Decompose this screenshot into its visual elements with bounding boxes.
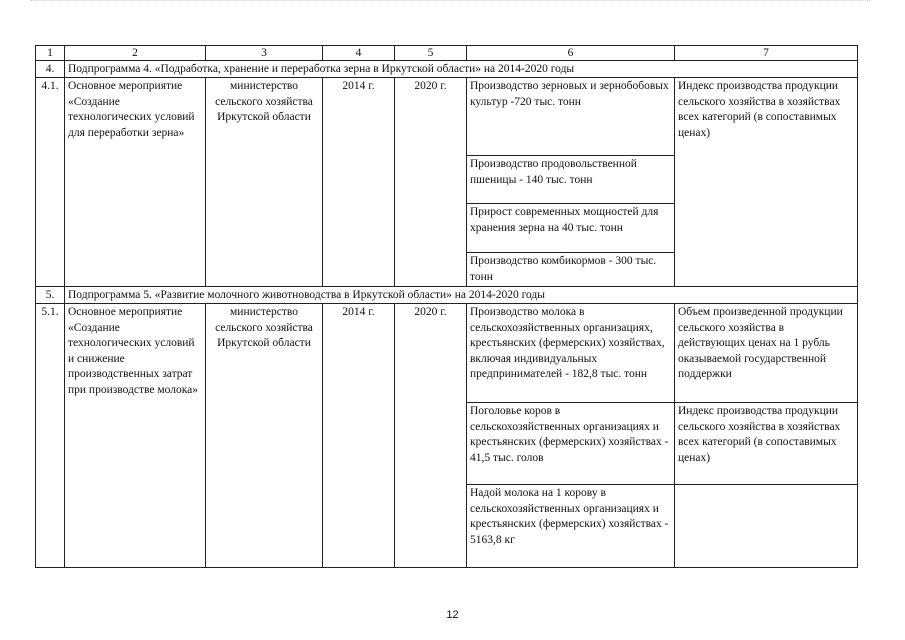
subprogram-title: Подпрограмма 5. «Развитие молочного животноводства в Иркутской области» на 2014-2020 годы	[65, 287, 858, 304]
header-cell: 2	[65, 46, 206, 61]
start-year-cell: 2014 г.	[323, 78, 395, 287]
result-cell: Надой молока на 1 корову в сельскохозяйственных организациях и крестьянских (фермерских) хозяйствах - 5163,8 кг	[467, 485, 675, 568]
subprogram-number: 4.	[36, 61, 65, 78]
subprogram-row	[36, 287, 858, 304]
header-row	[36, 46, 858, 61]
indicator-cell: Объем произведенной продукции сельского хозяйства в действующих ценах на 1 рубль оказываемой государственной поддержки	[675, 304, 858, 403]
indicator-cell	[675, 485, 858, 568]
header-cell: 1	[36, 46, 65, 61]
subprogram-number: 5.	[36, 287, 65, 304]
end-year-cell: 2020 г.	[395, 304, 467, 568]
start-year-cell: 2014 г.	[323, 304, 395, 568]
header-cell: 4	[323, 46, 395, 61]
page-number: 12	[446, 609, 459, 621]
subprogram-title: Подпрограмма 4. «Подработка, хранение и переработка зерна в Иркутской области» на 2014-2020 годы	[65, 61, 858, 78]
subprogram-row	[36, 61, 858, 78]
result-cell: Производство молока в сельскохозяйственных организациях, крестьянских (фермерских) хозяйствах, включая индивидуальных предпринимателей - 182,8 тыс. тонн	[467, 304, 675, 403]
result-cell: Прирост современных мощностей для хранения зерна на 40 тыс. тонн	[467, 204, 675, 253]
header-cell: 3	[206, 46, 323, 61]
result-cell: Производство продовольственной пшеницы - 140 тыс. тонн	[467, 156, 675, 204]
activity-cell: Основное мероприятие «Создание технологических условий для переработки зерна»	[65, 78, 206, 287]
end-year-cell: 2020 г.	[395, 78, 467, 287]
executor-cell: министерство сельского хозяйства Иркутской области	[206, 78, 323, 287]
row-number: 5.1.	[36, 304, 65, 568]
indicator-cell: Индекс производства продукции сельского хозяйства в хозяйствах всех категорий (в сопоставимых ценах)	[675, 78, 858, 287]
activity-cell: Основное мероприятие «Создание технологических условий и снижение производственных затрат при производстве молока»	[65, 304, 206, 568]
indicator-cell: Индекс производства продукции сельского хозяйства в хозяйствах всех категорий (в сопоставимых ценах)	[675, 403, 858, 485]
table-row	[36, 304, 858, 403]
header-cell: 5	[395, 46, 467, 61]
program-table	[35, 45, 858, 568]
header-cell: 6	[467, 46, 675, 61]
result-cell: Производство зерновых и зернобобовых культур -720 тыс. тонн	[467, 78, 675, 156]
result-cell: Производство комбикормов - 300 тыс. тонн	[467, 253, 675, 287]
table-row	[36, 78, 858, 156]
executor-cell: министерство сельского хозяйства Иркутской области	[206, 304, 323, 568]
header-cell: 7	[675, 46, 858, 61]
scan-artifact-line	[30, 0, 870, 5]
row-number: 4.1.	[36, 78, 65, 287]
result-cell: Поголовье коров в сельскохозяйственных организациях и крестьянских (фермерских) хозяйствах - 41,5 тыс. голов	[467, 403, 675, 485]
